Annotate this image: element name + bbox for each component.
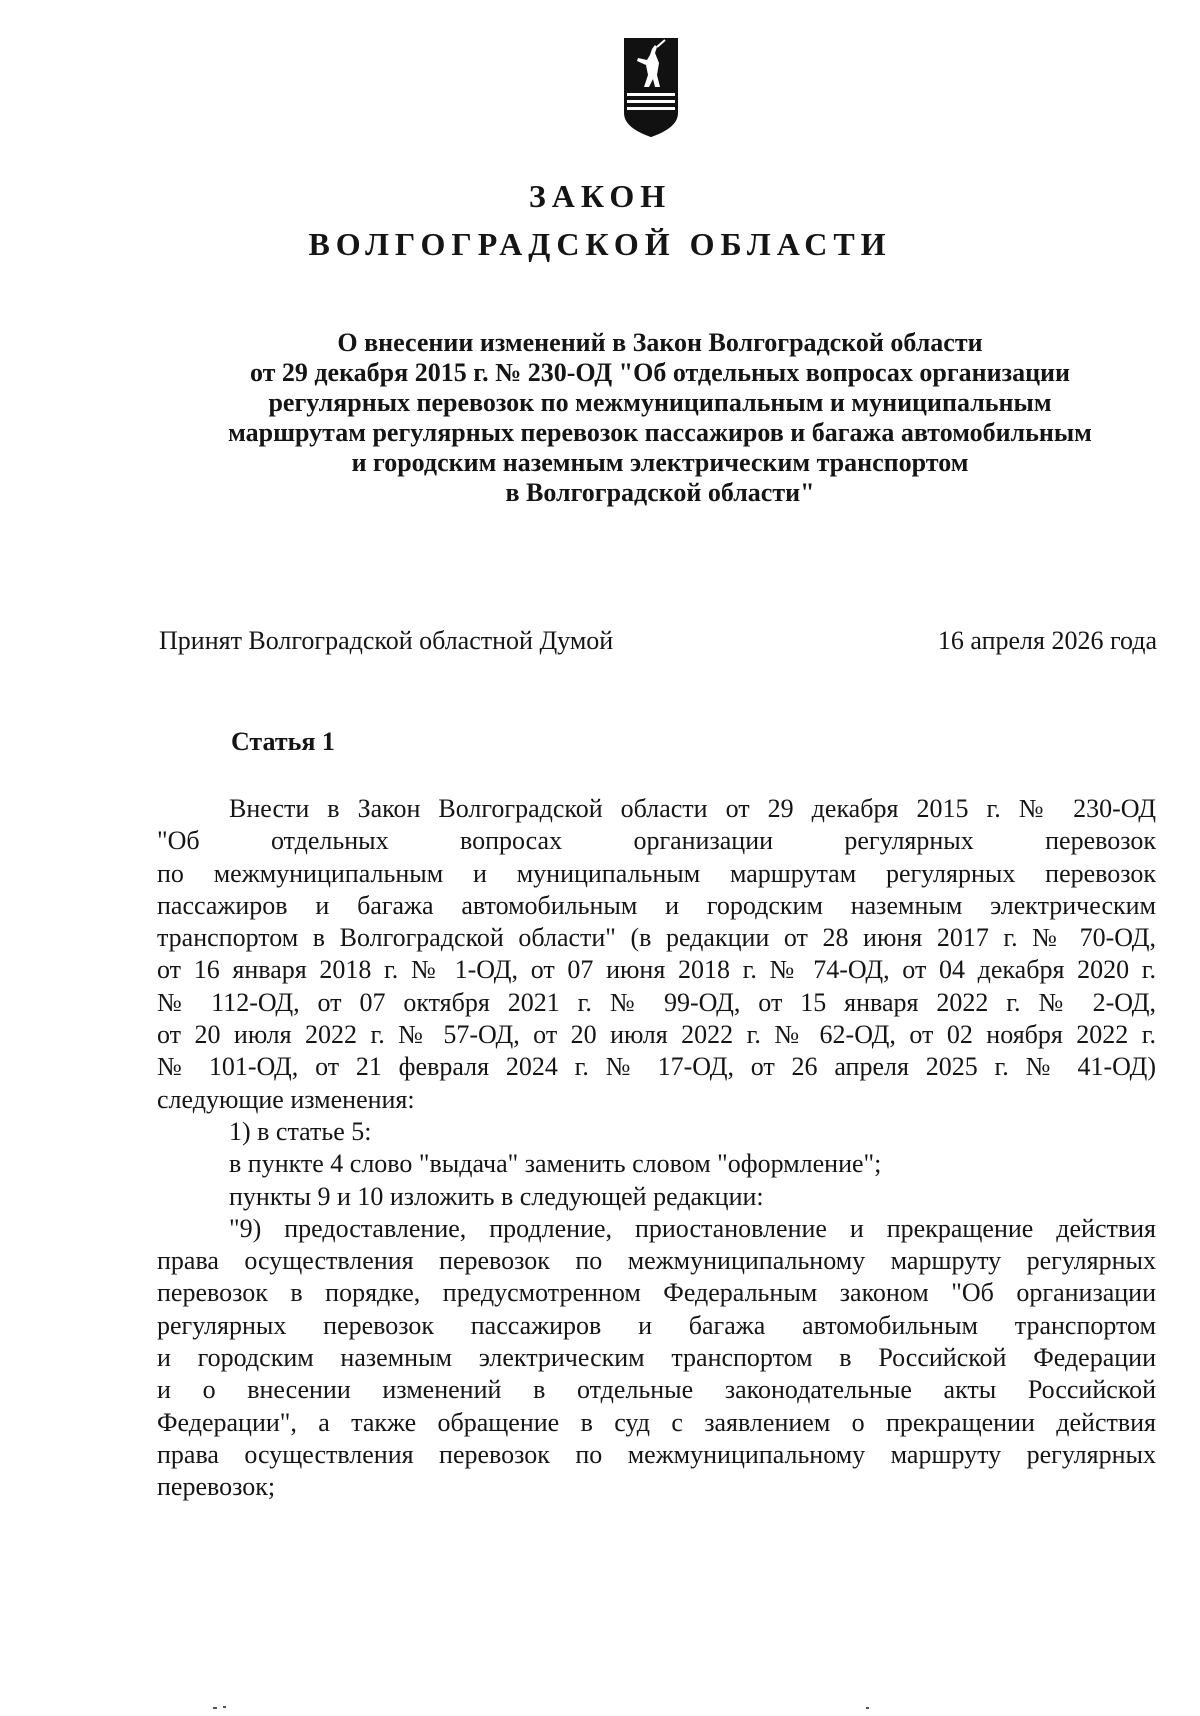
body-line: Федерации", а также обращение в суд с заявлением о прекращении действия — [157, 1407, 1156, 1437]
adoption-line — [159, 626, 1157, 656]
article-heading: Статья 1 — [231, 727, 335, 756]
scan-speck — [213, 1707, 217, 1709]
body-line: транспортом в Волгоградской области" (в редакции от 28 июня 2017 г. № 70-ОД, — [157, 923, 1156, 953]
scan-speck — [866, 1707, 869, 1709]
body-line: по межмуниципальным и муниципальным маршрутам регулярных перевозок — [157, 858, 1156, 888]
body-line: перевозок в порядке, предусмотренном Федеральным законом "Об организации — [157, 1278, 1156, 1308]
body-line: права осуществления перевозок по межмуниципальному маршруту регулярных — [157, 1246, 1156, 1276]
subject-line: маршрутам регулярных перевозок пассажиров и багажа автомобильным — [228, 418, 1092, 447]
law-subject-heading — [160, 328, 1160, 508]
body-line: и о внесении изменений в отдельные законодательные акты Российской — [157, 1375, 1156, 1405]
body-line: следующие изменения: — [157, 1084, 415, 1114]
law-title: ЗАКОН — [528, 178, 672, 214]
body-line: и городским наземным электрическим транспортом в Российской Федерации — [157, 1343, 1156, 1373]
body-line: пассажиров и багажа автомобильным и городским наземным электрическим — [157, 890, 1156, 920]
scan-speck — [223, 1706, 226, 1708]
body-line: права осуществления перевозок по межмуниципальному маршруту регулярных — [157, 1439, 1156, 1469]
body-line: пункты 9 и 10 изложить в следующей редакции: — [229, 1181, 764, 1211]
body-line: в пункте 4 слово "выдача" заменить словом "оформление"; — [229, 1149, 882, 1179]
body-line: "Об отдельных вопросах организации регулярных перевозок — [157, 826, 1156, 856]
body-line: № 101-ОД, от 21 февраля 2024 г. № 17-ОД, от 26 апреля 2025 г. № 41-ОД) — [157, 1052, 1156, 1082]
subject-line: регулярных перевозок по межмуниципальным и муниципальным — [268, 388, 1052, 417]
law-region-title: ВОЛГОГРАДСКОЙ ОБЛАСТИ — [308, 226, 892, 262]
coat-of-arms-emblem — [619, 35, 683, 139]
adopting-body: Принят Волгоградской областной Думой — [159, 626, 614, 655]
body-line: 1) в статье 5: — [229, 1116, 372, 1146]
article-body — [157, 793, 1156, 1504]
body-line: регулярных перевозок пассажиров и багажа автомобильным транспортом — [157, 1310, 1156, 1340]
body-line: № 112-ОД, от 07 октября 2021 г. № 99-ОД, от 15 января 2022 г. № 2-ОД, — [157, 987, 1156, 1017]
body-line: от 20 июля 2022 г. № 57-ОД, от 20 июля 2022 г. № 62-ОД, от 02 ноября 2022 г. — [157, 1020, 1156, 1050]
body-line: Внести в Закон Волгоградской области от 29 декабря 2015 г. № 230-ОД — [229, 794, 1156, 823]
body-line: "9) предоставление, продление, приостановление и прекращение действия — [229, 1213, 1156, 1243]
subject-line: О внесении изменений в Закон Волгоградской области — [337, 328, 983, 357]
adoption-date: 16 апреля 2026 года — [937, 626, 1157, 655]
subject-line: в Волгоградской области" — [505, 478, 815, 507]
body-line: от 16 января 2018 г. № 1-ОД, от 07 июня 2018 г. № 74-ОД, от 04 декабря 2020 г. — [157, 955, 1156, 985]
body-line: перевозок; — [157, 1472, 276, 1502]
subject-line: от 29 декабря 2015 г. № 230-ОД "Об отдельных вопросах организации — [249, 358, 1071, 387]
subject-line: и городским наземным электрическим транспортом — [351, 448, 969, 477]
